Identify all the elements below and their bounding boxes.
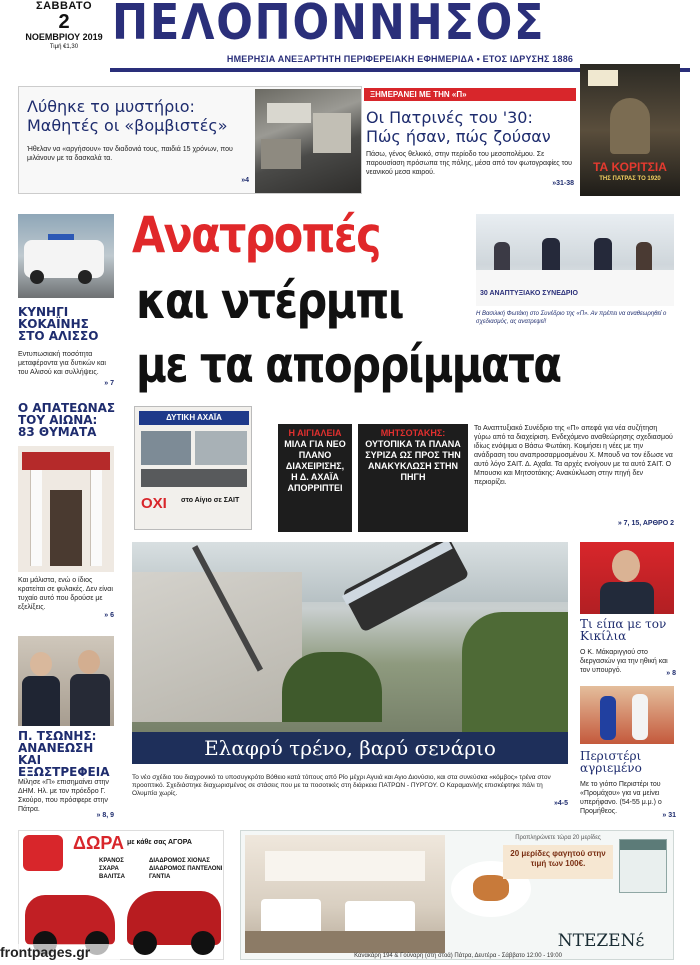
train-text: Το νέο σχέδιο του διαχρονικό το υποσυγκρότο Βόθειο κατά τόπους από Ρίο μέχρι Αγυιά και Αγιο Διονύσιο, και στα συνεύσκα «κόμβος» τρένα στον προοπτικό. Σχεδιάστηκε διαχωρισμένος σε στάσεις που με τα ποσοτικές στη διάρκεια ΠΑΤΡΩΝ - ΠΥΡΓΟΥ. Ο Καραμανλής επισκέφτηκε πάλι τη Ολυμπία χωρίς.	[132, 774, 551, 797]
right-item2-headline: Περιστέρι αγριεμένο	[580, 749, 642, 775]
moto-ad-item-4: ΔΙΑΔΡΟΜΟΣ ΠΑΝΤΕΛΟΝΙ	[149, 866, 223, 872]
price: Τιμή €1,30	[49, 44, 79, 50]
conference-banner: 30 ΑΝΑΠΤΥΞΙΑΚΟ ΣΥΝΕΔΡΙΟ	[480, 290, 578, 297]
restaurant-ad[interactable]	[240, 830, 674, 960]
top-right-headline-line2: Πώς ήσαν, πώς ζούσαν	[366, 127, 551, 146]
moto-ad-subtitle: με κάθε σας ΑΓΟΡΑ	[127, 839, 192, 846]
right-item1-page: » 8	[666, 670, 676, 677]
right-item2-text: Με το γιόπο Περιστέρι του «Προμάχου» για να μείνει υπερήφανο. (54-55 μ.μ.) ο Προμήθεος.	[580, 781, 662, 815]
moto-ad-item-0: ΚΡΑΝΟΣ	[99, 858, 124, 864]
main-headline-line3: με τα απορρίμματα	[136, 336, 561, 394]
basketball-photo	[580, 686, 674, 744]
left-item3-text: Μίλησε «Π» επισημαίνει στην ΔΗΜ. Ηλ. με τον πρόεδρο Γ. Σκούρο, που πρόσφερε στην Πάτρα.	[18, 779, 109, 813]
top-right-headline-line1: Οι Πατρινές του '30:	[366, 108, 533, 127]
inset-no-rest: στο Αίγιο σε ΣΑΙΤ	[181, 497, 240, 504]
left-item3-page: » 8, 9	[96, 812, 114, 819]
restaurant-offer: 20 μερίδες φαγητού στην τιμή των 100€.	[503, 845, 613, 879]
main-body-page: » 7, 15, ΑΡΘΡΟ 2	[617, 520, 674, 527]
mitsotakis-box-title: ΜΗΤΣΟΤΑΚΗΣ:	[380, 428, 446, 438]
two-men-photo	[18, 636, 114, 726]
left-item2-text: Και μάλιστα, ενώ ο ίδιος κρατείται σε φυλακές. Δεν είναι τυχαίο αυτό που δρούσε με εξελίξεις.	[18, 577, 113, 611]
train-page: »4-5	[553, 800, 568, 807]
moto-ad-item-1: ΣΧΑΡΑ	[99, 866, 119, 872]
train-photo[interactable]	[132, 542, 568, 764]
calendar-icon	[619, 839, 667, 893]
building-photo	[18, 446, 114, 572]
left-item1-page: » 7	[104, 380, 114, 387]
supplement-title: ΤΑ ΚΟΡΙΤΣΙΑ	[593, 160, 667, 174]
day-number: 2	[58, 11, 70, 33]
moto-ad-item-3: ΔΙΑΔΡΟΜΟΣ ΧΙΟΝΑΣ	[149, 858, 210, 864]
mitsotakis-box-text: ΟΥΤΟΠΙΚΑ ΤΑ ΠΛΑΝΑ ΣΥΡΙΖΑ ΩΣ ΠΡΟΣ ΤΗΝ ΑΝΑΚΥΚΛΩΣΗ ΣΤΗΝ ΠΗΓΗ	[365, 439, 461, 482]
restaurant-photo	[245, 835, 445, 953]
top-right-text: Πάσω, γένος θελκικό, στην περίοδο του μεσοπολέμου. Σε παρουσίαση πρόσωπα της πόλης, μέσα από τον φωτογραφίες του νεανικού μεσα καιρού.	[366, 151, 572, 176]
top-left-story[interactable]	[18, 86, 362, 194]
top-left-page: »4	[241, 177, 249, 184]
inset-banner: ΔΥΤΙΚΗ ΑΧΑΪΑ	[139, 411, 249, 425]
moto-ad-title: ΔΩΡΑ	[73, 833, 125, 853]
restaurant-offer-small: Προπληρώνετε τώρα 20 μερίδες	[515, 835, 601, 841]
left-item1-text: Εντυπωσιακή ποσότητα μεταφέροντα για δυτικών και του Αλισού και συλλήψεις.	[18, 351, 106, 376]
restaurant-brand: ΝΤΕΖΕΝέ	[557, 931, 645, 951]
top-right-page: »31-38	[552, 180, 574, 187]
conference-photo	[476, 214, 674, 306]
left-item2-headline: Ο ΑΠΑΤΕΩΝΑΣ ΤΟΥ ΑΙΩΝΑ: 83 ΘΥΜΑΤΑ	[18, 401, 116, 439]
aigialeia-box-title: Η ΑΙΓΙΑΛΕΙΑ	[288, 428, 342, 438]
office-photo	[255, 89, 361, 193]
top-left-headline-line2: Μαθητές οι «βομβιστές»	[27, 116, 228, 135]
right-item1-headline: Τι είπα με τον Κικίλια	[580, 617, 667, 643]
newspaper-title: ΠΕΛΟΠΟΝΝΗΣΟΣ	[112, 0, 546, 51]
conference-caption: Η Βασιλική Φωτάκη στο Συνέδριο της «Π». Αν πρέπει να αναθεωρηθεί ο σχεδιασμός, ας ανατρεψεί!	[476, 311, 667, 325]
mitsotakis-box[interactable]	[358, 424, 468, 532]
right-item1-text: Ο Κ. Μάκαριγγιού στο διεργασιών για την ηθική και τον υπουργό.	[580, 649, 668, 674]
top-right-tag: ΞΗΜΕΡΑΝΕΙ ΜΕ ΤΗΝ «Π»	[364, 88, 576, 101]
masthead-date-block	[18, 0, 110, 50]
left-item1-headline: ΚΥΝΗΓΙ ΚΟΚΑΪΝΗΣ ΣΤΟ ΑΛΙΣΣΟ	[18, 305, 99, 343]
inset-no: ΟΧΙ	[141, 495, 167, 512]
train-caption: Ελαφρύ τρένο, βαρύ σενάριο	[204, 736, 496, 760]
supplement-cover[interactable]	[580, 64, 680, 196]
right-item2-page: » 31	[662, 812, 676, 819]
month-year: ΝΟΕΜΒΡΙΟΥ 2019	[25, 32, 103, 42]
moto-ad-item-5: ΓΑΝΤΙΑ	[149, 874, 171, 880]
moto-ad-item-2: ΒΑΛΙΤΣΑ	[99, 874, 125, 880]
newspaper-subtitle: ΗΜΕΡΗΣΙΑ ΑΝΕΞΑΡΤΗΤΗ ΠΕΡΙΦΕΡΕΙΑΚΗ ΕΦΗΜΕΡΙΔΑ • ΕΤΟΣ ΙΔΡΥΣΗΣ 1886	[226, 54, 574, 64]
day-of-week: ΣΑΒΒΑΤΟ	[35, 0, 93, 12]
top-left-headline-line1: Λύθηκε το μυστήριο:	[27, 97, 195, 116]
restaurant-address: Κανακάρη 194 & Γούναρη (στη στοά) Πάτρα, Δευτέρα - Σάββατο 12:00 - 19:00	[354, 953, 562, 959]
supplement-logo	[588, 70, 618, 86]
left-item3-headline: Π. ΤΣΩΝΗΣ: ΑΝΑΝΕΩΣΗ ΚΑΙ ΕΞΩΣΤΡΕΦΕΙΑ	[18, 729, 110, 779]
top-left-text: Ήθελαν να «αργήσουν» τον διαδονιά τους, παιδιά 15 χρόνων, που μιλάνουν με τα δασκαλά τα.	[27, 146, 233, 162]
gift-icon	[23, 835, 63, 871]
police-car-photo	[18, 214, 114, 298]
supplement-subtitle: ΤΗΣ ΠΑΤΡΑΣ ΤΟ 1920	[599, 176, 661, 182]
aigialeia-box-text: ΜΙΛΑ ΓΙΑ ΝΕΟ ΠΛΑΝΟ ΔΙΑΧΕΙΡΙΣΗΣ, Η Δ. ΑΧΑΪΑ ΑΠΟΡΡΙΠΤΕΙ	[284, 439, 346, 493]
left-item2-page: » 6	[104, 612, 114, 619]
main-body-text: Το Αναπτυξιακό Συνέδριο της «Π» απεφά για νέα συζήτηση γύρω από τα διαχείριση. Ενδεχόμενο αναθεώρησης σχεδιασμού ιδίως ενόψιμα ο Βάσω Φωτάκη. Κοιμήσει η νέες με την ανάδραση του αναπροσαρμοσμένου Χ. Μπουδ να τον έδωσε να αυτό λόγο ΣΑΙΤ. Δ. Αχαΐα. Τα αρχές ενοίγουν με τα αυτό ΣΑΙΤ. Ο Μπουσκι και Μητσοτάκης: Ανακύκλωση στην πηγή δεν περιορίζει.	[474, 425, 673, 486]
inset-newspaper	[134, 406, 252, 530]
aigialeia-box[interactable]	[278, 424, 352, 532]
kikilia-photo	[580, 542, 674, 614]
top-right-story[interactable]	[364, 86, 576, 194]
moto-ad[interactable]	[18, 830, 224, 960]
main-headline-line1: Ανατροπές	[132, 206, 380, 264]
watermark: frontpages.gr	[0, 944, 120, 964]
main-headline-line2: και ντέρμπι	[136, 272, 403, 330]
